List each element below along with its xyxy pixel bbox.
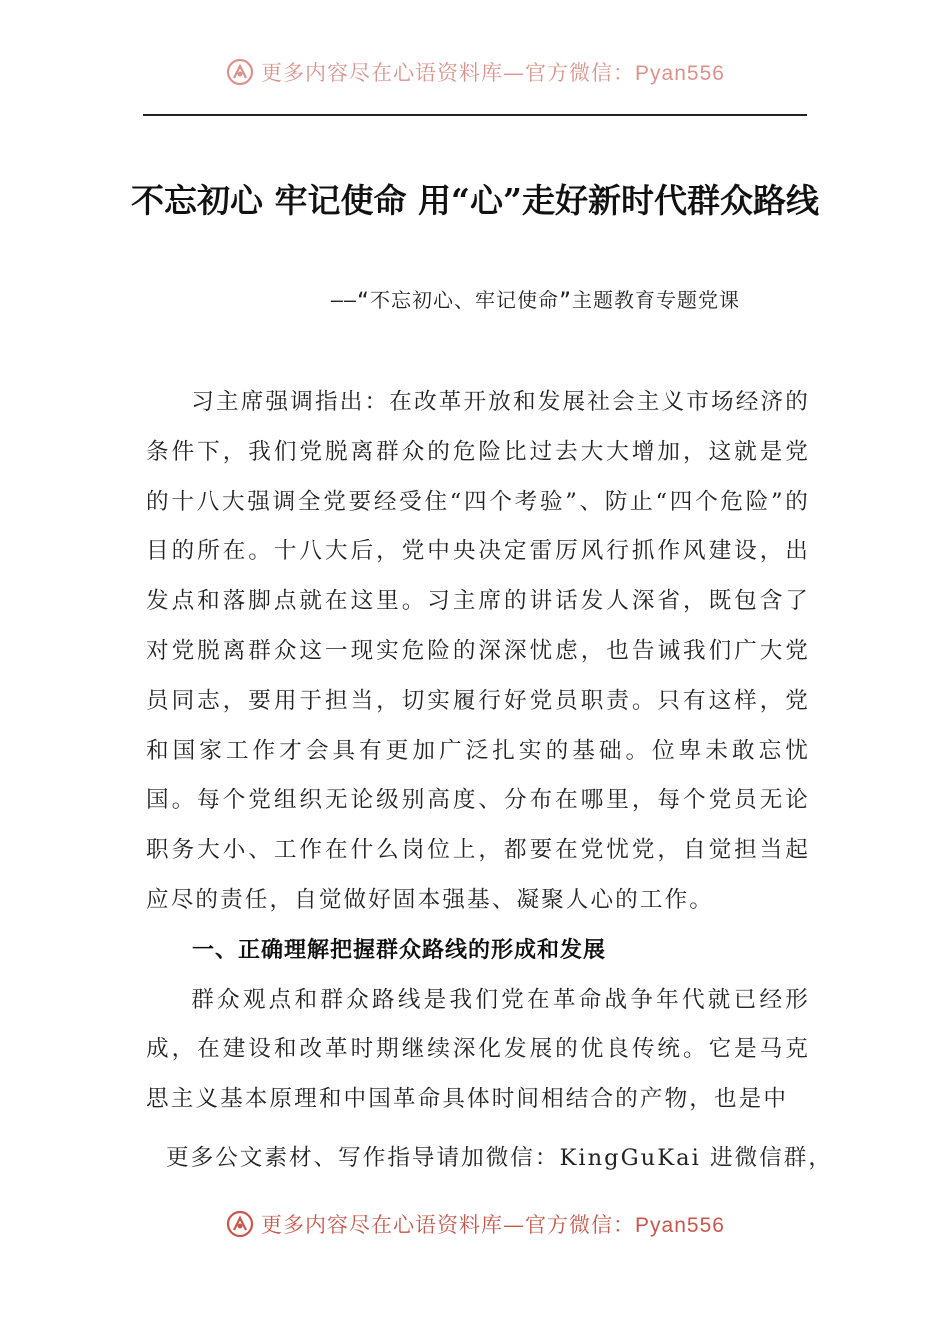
- footer-watermark-text: 更多内容尽在心语资料库—官方微信：Pyan556: [261, 1213, 725, 1237]
- header-watermark: [0, 52, 950, 92]
- header-divider: [143, 114, 807, 116]
- footer-watermark: [0, 1202, 950, 1246]
- footer-note: 更多公文素材、写作指导请加微信：KingGuKai 进微信群，: [166, 1145, 833, 1171]
- header-wechat-id: Pyan556: [635, 62, 725, 85]
- header-watermark-text: 更多内容尽在心语资料库—官方微信：Pyan556: [261, 61, 725, 85]
- section-heading: 一、正确理解把握群众路线的形成和发展: [192, 937, 607, 963]
- footer-wechat-id: Pyan556: [635, 1214, 725, 1237]
- logo-icon: [225, 1209, 255, 1239]
- document-body: [146, 378, 810, 1125]
- document-title: 不忘初心 牢记使命 用“心”走好新时代群众路线: [131, 181, 819, 220]
- paragraph: 习主席强调指出：在改革开放和发展社会主义市场经济的条件下，我们党脱离群众的危险比过去大大增加，这就是党的十八大强调全党要经受住“四个考验”、防止“四个危险”的目的所在。十八大后，党中央决定雷厉风行抓作风建设，出发点和落脚点就在这里。习主席的讲话发人深省，既包含了对党脱离群众这一现实危险的深深忧虑，也告诫我们广大党员同志，要用于担当，切实履行好党员职责。只有这样，党和国家工作才会具有更加广泛扎实的基础。位卑未敢忘忧国。每个党组织无论级别高度、分布在哪里，每个党员无论职务大小、工作在什么岗位上，都要在党忧党，自觉担当起应尽的责任，自觉做好固本强基、凝聚人心的工作。: [146, 389, 810, 913]
- logo-icon: [225, 57, 255, 87]
- paragraph: 群众观点和群众路线是我们党在革命战争年代就已经形成，在建设和改革时期继续深化发展的优良传统。它是马克思主义基本原理和中国革命具体时间相结合的产物，也是中: [146, 986, 810, 1113]
- document-subtitle: ——“不忘初心、牢记使命”主题教育专题党课: [330, 288, 740, 312]
